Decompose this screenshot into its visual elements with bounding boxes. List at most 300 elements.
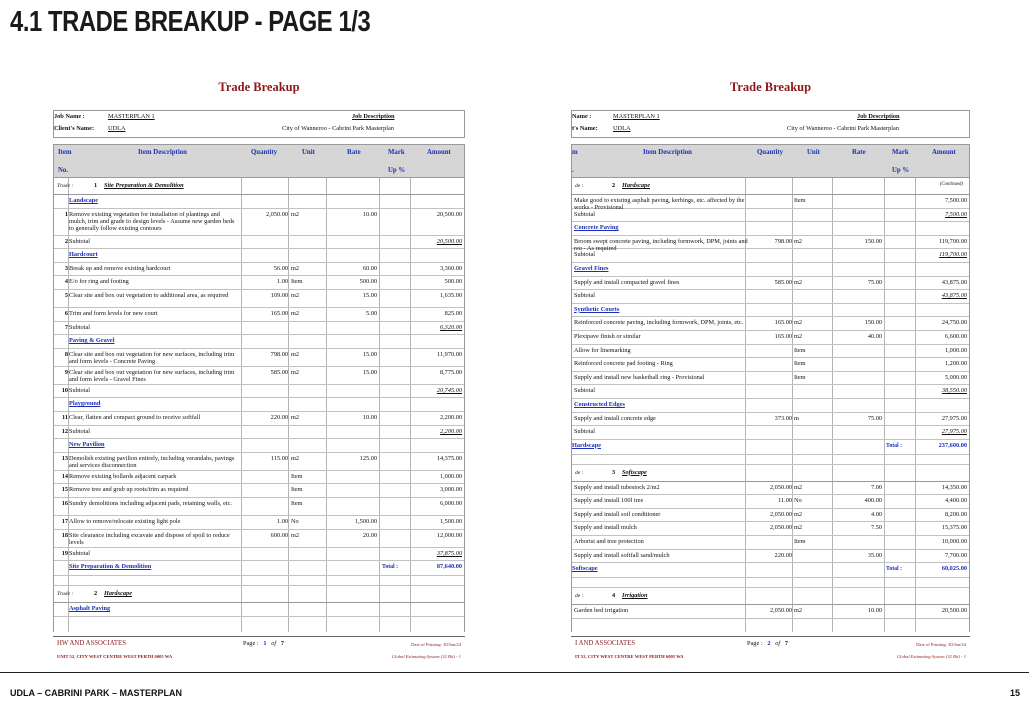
trade-breakup-sheet-1 [53, 78, 465, 668]
table-row [572, 317, 969, 331]
subtotal-amount: 37,875.00 [436, 549, 462, 557]
item-description: Supply and install softfall sand/mulch [574, 551, 670, 559]
item-amount: 27,975.00 [941, 414, 967, 422]
section-heading: Synthetic Courts [574, 305, 620, 313]
item-quantity: 165.00 [774, 319, 792, 327]
item-description: Supply and install 100l tree [574, 497, 644, 505]
item-amount: 8,775.00 [439, 368, 462, 376]
table-row [572, 465, 969, 482]
table-row [54, 236, 464, 250]
client-name-label: Client's Name: [54, 125, 95, 132]
item-quantity: 585.00 [270, 368, 288, 376]
section-heading: Gravel Fines [574, 264, 609, 272]
item-description: Break up and remove existing hardcourt [69, 264, 171, 272]
header-description: Item Description [643, 149, 692, 156]
trade-label: de : [575, 593, 584, 600]
item-rate: 7.00 [870, 483, 882, 491]
item-amount: 11,970.00 [437, 350, 462, 358]
table-row [572, 385, 969, 399]
trade-number: 2 [94, 590, 98, 598]
item-number: 4 [64, 278, 68, 286]
item-description: Clear site and box out vegetation to additional area, as required [69, 291, 229, 299]
table-row [54, 498, 464, 516]
item-description: Remove existing bollards adjacent carpark [69, 472, 177, 480]
section-heading: Playground [69, 400, 101, 408]
table-row [572, 277, 969, 291]
document-footer [0, 672, 1029, 702]
item-amount: 14,350.00 [941, 483, 967, 491]
header-amount: Amount [932, 149, 956, 156]
item-number: 2 [64, 237, 68, 245]
item-description: Subtotal [69, 386, 90, 394]
item-description: Allow to remove/relocate existing light pole [69, 517, 181, 525]
table-row [54, 453, 464, 471]
item-unit: Item [794, 346, 806, 354]
table-row [54, 576, 464, 586]
table-row [572, 178, 969, 195]
table-rows [572, 178, 969, 619]
table-header [571, 144, 970, 178]
header-description: Item Description [138, 149, 187, 156]
job-info-box [571, 110, 970, 138]
section-heading: Concrete Paving [574, 224, 619, 232]
item-quantity: 165.00 [270, 309, 288, 317]
item-rate: 35.00 [867, 551, 882, 559]
item-description: Subtotal [69, 549, 90, 557]
job-description-value: City of Wanneroo - Cabrini Park Masterplan [787, 125, 899, 132]
item-amount: 1,000.00 [944, 346, 967, 354]
job-info-box [53, 110, 465, 138]
section-heading: Asphalt Paving [69, 605, 111, 613]
item-unit: Item [291, 486, 303, 494]
item-number: 7 [64, 323, 68, 331]
item-amount: 4,400.00 [944, 497, 967, 505]
item-quantity: 585.00 [774, 278, 792, 286]
table-row [54, 367, 464, 385]
estimating-system: Global Estimating System (32 Bit) - 1 [391, 654, 461, 659]
item-rate: 15.00 [362, 291, 377, 299]
item-rate: 500.00 [359, 278, 377, 286]
item-rate: 400.00 [864, 497, 882, 505]
table-row [572, 426, 969, 440]
trade-total-name: Softscape [572, 565, 598, 573]
table-body [53, 178, 465, 632]
total-label: Total : [886, 566, 903, 573]
table-row [54, 603, 464, 617]
item-rate: 4.00 [870, 510, 882, 518]
item-unit: m [794, 414, 799, 422]
header-rate: Rate [852, 149, 866, 156]
item-description: Arborist and tree protection [574, 538, 644, 546]
total-label: Total : [886, 442, 903, 449]
item-number: 3 [64, 264, 68, 272]
item-quantity: 56.00 [273, 264, 288, 272]
table-row [54, 308, 464, 322]
item-description: Clear site and box out vegetation for new surfaces, including trim and form levels - Concrete Paving [69, 350, 235, 365]
item-number: 13 [61, 454, 68, 462]
item-number: 6 [64, 309, 68, 317]
item-rate: 1,500.00 [354, 517, 377, 525]
header-amount: Amount [427, 149, 451, 156]
page-indicator: Page : 2 of 7 [747, 640, 788, 647]
job-name-label: Name : [572, 113, 592, 120]
sheet-title: Trade Breakup [218, 80, 300, 94]
item-description: Subtotal [69, 323, 90, 331]
item-rate: 125.00 [359, 454, 377, 462]
item-amount: 6,000.00 [439, 499, 462, 507]
date-of-printing: Date of Printing: 30/Jan/24 [411, 642, 461, 647]
item-description: Subtotal [574, 210, 595, 218]
trade-label: de : [575, 183, 584, 189]
table-row [54, 195, 464, 209]
trade-name: Hardscape [104, 590, 132, 598]
item-unit: m2 [291, 309, 300, 317]
table-row [54, 561, 464, 576]
item-unit: Item [794, 197, 806, 204]
header-no: No. [58, 167, 69, 174]
trade-name: Softscape [622, 468, 647, 476]
item-amount: 3,000.00 [439, 486, 462, 494]
item-rate: 75.00 [867, 414, 882, 422]
item-description: Clear site and box out vegetation for new surfaces, including trim and form levels - Gravel Fines [69, 368, 235, 383]
section-heading: Landscape [69, 197, 99, 204]
item-quantity: 115.00 [270, 454, 288, 462]
table-row [572, 550, 969, 564]
item-unit: m2 [794, 332, 803, 340]
item-number: 10 [61, 386, 68, 394]
item-description: Garden bed irrigation [574, 607, 629, 615]
document-footer-title: UDLA – CABRINI PARK – MASTERPLAN [10, 688, 183, 698]
table-row [572, 236, 969, 250]
item-quantity: 220.00 [270, 413, 288, 421]
section-heading: New Pavilion [69, 441, 105, 449]
item-number: 16 [61, 499, 68, 507]
table-row [572, 578, 969, 588]
item-amount: 7,700.00 [944, 551, 967, 559]
job-name-value: MASTERPLAN 1 [108, 113, 155, 120]
header-mark: Mark [388, 149, 405, 156]
header-no: . [572, 167, 574, 174]
item-unit: Item [291, 278, 303, 286]
item-rate: 60.00 [362, 264, 377, 272]
item-amount: 20,500.00 [941, 607, 967, 615]
table-row [572, 358, 969, 372]
company-address: UNIT 52, CITY WEST CENTRE WEST PERTH 6005 WA [57, 654, 173, 659]
item-quantity: 109.00 [270, 291, 288, 299]
header-item: m [572, 149, 578, 156]
company-address: IT 52, CITY WEST CENTRE WEST PERTH 6005 WA [575, 654, 684, 659]
item-description: Demolish existing pavilion entirely, including verandahs, pavings and services disconnection [69, 454, 235, 469]
trade-number: 4 [612, 592, 616, 600]
item-description: Supply and install new basketball ring - Provisional [574, 373, 705, 381]
total-label: Total : [382, 564, 399, 571]
table-row [54, 412, 464, 426]
continued-note: (Continued) [939, 182, 963, 187]
item-description: Site clearance including excavate and dispose of spoil to reduce levels [69, 531, 230, 546]
item-unit: m2 [291, 454, 300, 462]
item-unit: m2 [794, 607, 803, 615]
trade-name: Irrigation [622, 592, 648, 600]
item-quantity: 2,050.00 [265, 210, 288, 218]
section-heading: Paving & Gravel [69, 337, 115, 345]
sheet-footer [571, 636, 970, 666]
header-up: Up % [892, 167, 910, 174]
item-number: 19 [61, 549, 68, 557]
item-number: 17 [61, 517, 68, 525]
subtotal-amount: 2,200.00 [439, 427, 462, 435]
subtotal-amount: 38,550.00 [941, 387, 967, 395]
item-description: Remove tree and grub up roots/trim as required [69, 486, 189, 494]
item-rate: 10.00 [362, 210, 377, 218]
item-quantity: 2,050.00 [769, 483, 792, 491]
item-number: 12 [61, 427, 68, 435]
item-number: 18 [61, 531, 68, 539]
table-row [572, 563, 969, 578]
item-description: Supply and install mulch [574, 524, 637, 532]
item-amount: 1,000.00 [439, 472, 462, 480]
item-unit: m2 [794, 510, 803, 518]
item-quantity: 1.00 [276, 278, 288, 286]
header-rate: Rate [347, 149, 361, 156]
table-row [572, 413, 969, 427]
item-amount: 3,360.00 [439, 264, 462, 272]
item-unit: No [291, 517, 299, 525]
trade-number: 3 [612, 468, 616, 476]
item-amount: 12,000.00 [436, 531, 462, 539]
item-quantity: 798.00 [774, 237, 792, 245]
item-unit: m2 [291, 291, 300, 299]
item-unit: m2 [291, 368, 300, 376]
table-row [54, 484, 464, 498]
table-row [54, 209, 464, 236]
item-rate: 15.00 [362, 350, 377, 358]
item-quantity: 2,050.00 [769, 510, 792, 518]
table-row [54, 335, 464, 349]
page-heading: 4.1 TRADE BREAKUP - PAGE 1/3 [10, 6, 371, 38]
table-row [572, 588, 969, 605]
item-quantity: 220.00 [774, 551, 792, 559]
item-description: Broom swept concrete paving, including formwork, DPM, joints and reo - As required [574, 237, 748, 252]
table-row [54, 249, 464, 263]
item-description: Subtotal [574, 428, 595, 436]
item-description: Subtotal [574, 251, 595, 259]
item-quantity: 11.00 [778, 497, 792, 505]
item-unit: m2 [794, 278, 803, 286]
item-description: E/o for ring and footing [69, 278, 129, 286]
trade-number: 1 [94, 182, 98, 189]
item-rate: 150.00 [864, 319, 882, 327]
table-row [54, 548, 464, 562]
item-description: Subtotal [69, 237, 90, 245]
item-quantity: 1.00 [276, 517, 288, 525]
table-row [54, 263, 464, 277]
table-row [572, 495, 969, 509]
item-rate: 7.50 [870, 524, 882, 532]
trade-breakup-sheet-2 [571, 78, 970, 668]
item-amount: 1,635.00 [439, 291, 462, 299]
subtotal-amount: 20,745.00 [436, 386, 462, 394]
trade-name: Hardscape [622, 182, 650, 189]
section-heading: Hardcourt [69, 251, 98, 259]
client-name-value: UDLA [613, 125, 631, 132]
trade-label: Trade : [57, 183, 74, 189]
item-amount: 20,500.00 [436, 210, 462, 218]
header-quantity: Quantity [251, 149, 278, 156]
subtotal-amount: 43,875.00 [941, 292, 967, 300]
table-row [572, 522, 969, 536]
table-row [572, 249, 969, 263]
section-heading: Constructed Edges [574, 400, 625, 408]
item-number: 11 [62, 413, 68, 421]
item-amount: 14,375.00 [436, 454, 462, 462]
trade-total-name: Hardscape [572, 441, 602, 449]
item-description: Sundry demolitions including adjacent pads, retaining walls, etc. [69, 499, 232, 507]
item-amount: 8,200.00 [944, 510, 967, 518]
table-row [572, 209, 969, 223]
item-amount: 1,200.00 [944, 360, 967, 368]
table-row [572, 304, 969, 318]
item-amount: 24,750.00 [941, 319, 967, 327]
sheet-title: Trade Breakup [729, 80, 812, 94]
table-row [54, 349, 464, 367]
table-rows [54, 178, 464, 617]
item-rate: 5.00 [365, 309, 377, 317]
item-unit: m2 [291, 350, 300, 358]
estimating-system: Global Estimating System (32 Bit) - 1 [896, 654, 966, 659]
item-rate: 10.00 [362, 413, 377, 421]
trade-total-amount: 87,640.00 [436, 563, 462, 571]
table-row [54, 398, 464, 412]
table-row [572, 290, 969, 304]
table-row [572, 536, 969, 550]
item-quantity: 165.00 [774, 332, 792, 340]
table-row [54, 530, 464, 548]
item-unit: m2 [794, 237, 803, 245]
header-unit: Unit [807, 149, 820, 156]
item-rate: 15.00 [362, 368, 377, 376]
trade-total-amount: 237,600.00 [938, 441, 967, 449]
job-name-value: MASTERPLAN 1 [613, 113, 660, 120]
item-description: Supply and install concrete edge [574, 414, 656, 422]
item-description: Reinforced concrete pad footing - Ring [574, 360, 673, 368]
job-description-heading: Job Description [857, 113, 900, 120]
subtotal-amount: 119,700.00 [939, 251, 967, 259]
table-row [572, 345, 969, 359]
company-name: I AND ASSOCIATES [575, 640, 636, 647]
item-number: 5 [64, 291, 68, 299]
trade-label: Trade : [57, 591, 74, 598]
item-unit: Item [794, 538, 806, 546]
item-rate: 40.00 [867, 332, 882, 340]
table-row [54, 471, 464, 485]
table-row [54, 178, 464, 195]
item-description: Subtotal [69, 427, 90, 435]
trade-number: 2 [612, 182, 616, 189]
table-row [572, 372, 969, 386]
header-mark: Mark [892, 149, 909, 156]
header-item: Item [58, 149, 72, 156]
item-unit: m2 [291, 531, 300, 539]
table-row [572, 509, 969, 523]
item-amount: 5,000.00 [944, 373, 967, 381]
header-unit: Unit [302, 149, 315, 156]
item-unit: No [794, 497, 802, 505]
table-row [54, 322, 464, 336]
page-indicator: Page : 1 of 7 [243, 640, 284, 647]
job-description-value: City of Wanneroo - Cabrini Park Masterplan [282, 125, 394, 132]
item-amount: 2,200.00 [439, 413, 462, 421]
table-header [53, 144, 465, 178]
item-description: Supply and install compacted gravel fines [574, 278, 680, 286]
job-description-heading: Job Description [352, 113, 395, 120]
item-amount: 15,375.00 [941, 524, 967, 532]
table-row [54, 586, 464, 603]
item-quantity: 373.00 [774, 414, 792, 422]
item-amount: 1,500.00 [439, 517, 462, 525]
item-quantity: 798.00 [270, 350, 288, 358]
item-unit: Item [291, 499, 303, 507]
table-body [571, 178, 970, 632]
table-row [54, 516, 464, 530]
item-amount: 6,600.00 [944, 332, 967, 340]
subtotal-amount: 7,500.00 [944, 210, 967, 218]
item-unit: m2 [291, 210, 300, 218]
item-description: Make good to existing asphalt paving, kerbings, etc. affected by the works - Provisional [574, 197, 745, 212]
item-amount: 10,000.00 [941, 538, 967, 546]
client-name-value: UDLA [108, 125, 126, 132]
table-row [54, 426, 464, 440]
item-rate: 75.00 [867, 278, 882, 286]
table-row [572, 399, 969, 413]
item-rate: 10.00 [867, 607, 882, 615]
header-quantity: Quantity [757, 149, 784, 156]
item-description: Allow for linemarking [574, 346, 631, 354]
item-description: Reinforced concrete paving, including formwork, DPM, joints, etc. [574, 319, 744, 327]
item-unit: m2 [291, 413, 300, 421]
client-name-label: t's Name: [572, 125, 598, 132]
item-amount: 119,700.00 [938, 237, 967, 245]
item-quantity: 2,050.00 [769, 524, 792, 532]
document-page-number: 15 [1009, 688, 1020, 698]
table-row [572, 605, 969, 619]
item-rate: 150.00 [864, 237, 882, 245]
trade-label: de : [575, 469, 584, 476]
item-description: Subtotal [574, 292, 595, 300]
item-amount: 7,500.00 [944, 197, 967, 204]
item-amount: 500.00 [444, 278, 462, 286]
table-row [572, 195, 969, 212]
subtotal-amount: 27,975.00 [941, 428, 967, 436]
trade-total-amount: 60,025.00 [941, 565, 967, 573]
item-description: Clear, flatten and compact ground to receive softfall [69, 413, 201, 421]
table-row [572, 263, 969, 277]
item-description: Supply and install soil conditioner [574, 510, 661, 518]
trade-total-name: Site Preparation & Demolition [69, 563, 152, 571]
table-row [572, 482, 969, 496]
item-number: 15 [61, 486, 68, 494]
item-number: 8 [64, 350, 68, 358]
table-row [54, 439, 464, 453]
table-row [54, 385, 464, 399]
item-amount: 43,875.00 [941, 278, 967, 286]
table-row [54, 290, 464, 308]
item-description: Remove existing vegetation for installation of plantings and mulch, trim and grade to design levels - Assume new garden beds to generally follow existing contours [69, 210, 235, 232]
item-description: Subtotal [574, 387, 595, 395]
item-description: Supply and install tubestock 2/m2 [574, 483, 660, 491]
subtotal-amount: 6,320.00 [439, 323, 462, 331]
item-number: 9 [64, 368, 68, 376]
item-unit: Item [794, 373, 806, 381]
